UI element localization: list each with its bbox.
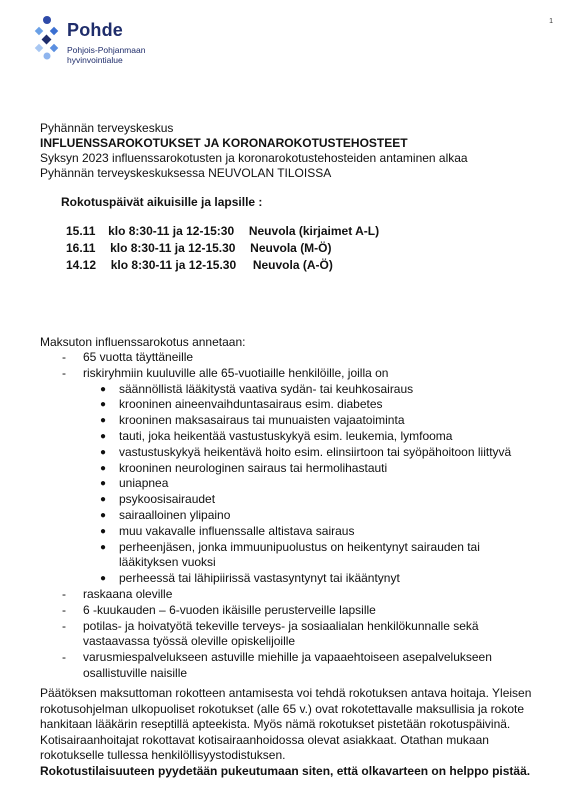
logo-name: Pohde xyxy=(67,20,124,40)
list-subitem: ● vastustuskykyä heikentävä hoito esim. elinsiirtoon tai syöpähoitoon liittyvä xyxy=(100,444,512,459)
list-item: - varusmiespalvelukseen astuville miehille ja vapaaehtoiseen asepalvelukseen osallistuville naisille xyxy=(62,650,492,680)
logo-subtitle-1: Pohjois-Pohjanmaan xyxy=(67,45,146,55)
list-subitem: ● säännöllistä lääkitystä vaativa sydän- tai keuhkosairaus xyxy=(100,381,414,396)
schedule-time: klo 8:30-11 ja 12-15:30 xyxy=(108,224,235,238)
list-subitem: ● perheenjäsen, jonka immuunipuolustus on heikentynyt sairauden tai lääkityksen vuoksi xyxy=(100,539,480,570)
intro-line-1: Syksyn 2023 influenssarokotusten ja koronarokotustehosteiden antaminen alkaa xyxy=(40,151,468,165)
pohde-logo xyxy=(33,14,183,74)
list-subitem: ● muu vakavalle influenssalle altistava sairaus xyxy=(100,523,355,538)
logo-subtitle-2: hyvinvointialue xyxy=(67,55,123,65)
list-item: - 6 -kuukauden – 6-vuoden ikäisille perusterveille lapsille xyxy=(62,602,376,617)
schedule-date: 16.11 xyxy=(66,241,96,255)
eligibility-list xyxy=(57,350,557,682)
document-title: INFLUENSSAROKOTUKSET JA KORONAROKOTUSTEHOSTEET xyxy=(40,136,408,150)
list-subitem: ● tauti, joka heikentää vastustuskykyä esim. leukemia, lymfooma xyxy=(100,428,453,443)
intro-line-2: Pyhännän terveyskeskuksessa NEUVOLAN TILOISSA xyxy=(40,166,332,180)
schedule-place: Neuvola (A-Ö) xyxy=(252,258,333,272)
list-subitem: ● uniapnea xyxy=(100,476,169,491)
dress-instruction: Rokotustilaisuuteen pyydetään pukeutumaan siten, että olkavarteen on helppo pistää. xyxy=(40,763,531,778)
health-center-name: Pyhännän terveyskeskus xyxy=(40,121,174,135)
list-item: - riskiryhmiin kuuluville alle 65-vuotiaille henkilöille, joilla on xyxy=(62,365,389,380)
schedule-place: Neuvola (kirjaimet A-L) xyxy=(248,224,380,238)
list-item: - 65 vuotta täyttäneille xyxy=(62,350,194,364)
schedule-row xyxy=(66,240,332,256)
list-subitem: ● krooninen neurologinen sairaus tai hermolihastauti xyxy=(100,460,388,475)
closing-paragraph xyxy=(40,686,550,780)
schedule-time: klo 8:30-11 ja 12-15.30 xyxy=(110,241,236,255)
schedule-time: klo 8:30-11 ja 12-15.30 xyxy=(110,258,237,272)
schedule-row xyxy=(66,223,379,239)
schedule-place: Neuvola (M-Ö) xyxy=(250,241,332,255)
list-item: - raskaana oleville xyxy=(62,586,173,601)
eligibility-intro: Maksuton influenssarokotus annetaan: xyxy=(40,335,246,349)
schedule-row xyxy=(66,257,333,273)
list-subitem: ● psykoosisairaudet xyxy=(100,492,216,507)
list-subitem: ● sairaalloinen ylipaino xyxy=(100,507,231,522)
list-subitem: ● perheessä tai lähipiirissä vastasyntynyt tai ikääntynyt xyxy=(100,571,400,586)
closing-text: Päätöksen maksuttoman rokotteen antamisesta voi tehdä rokotuksen antava hoitaja. Yleisen rokotusohjelman ulkopuoliset rokotukset (alle 65 v.) ovat rokotettavalle maksullisia ja rokote hankitaan lääkärin reseptillä apteekista. Myös nämä rokotukset pistetään rokotuspäivinä. Kotisairaanhoitajat rokottavat kotisairaanhoidossa olevat asiakkaat. Otathan mukaan rokotukselle tullessa henkilöllisyystodistuksen. xyxy=(40,686,532,763)
list-subitem: ● krooninen aineenvaihduntasairaus esim. diabetes xyxy=(100,397,383,412)
snowflake-logo-icon xyxy=(33,14,63,60)
list-subitem: ● krooninen maksasairaus tai munuaisten vajaatoiminta xyxy=(100,413,405,428)
schedule-title: Rokotuspäivät aikuisille ja lapsille : xyxy=(61,195,263,209)
schedule-date: 14.12 xyxy=(66,258,97,272)
schedule-date: 15.11 xyxy=(66,224,96,238)
list-item: - potilas- ja hoivatyötä tekeville terveys- ja sosiaalialan henkilökunnalle sekä vastaavassa työssä oleville opiskelijoille xyxy=(62,618,479,649)
page-number: 1 xyxy=(549,18,553,25)
